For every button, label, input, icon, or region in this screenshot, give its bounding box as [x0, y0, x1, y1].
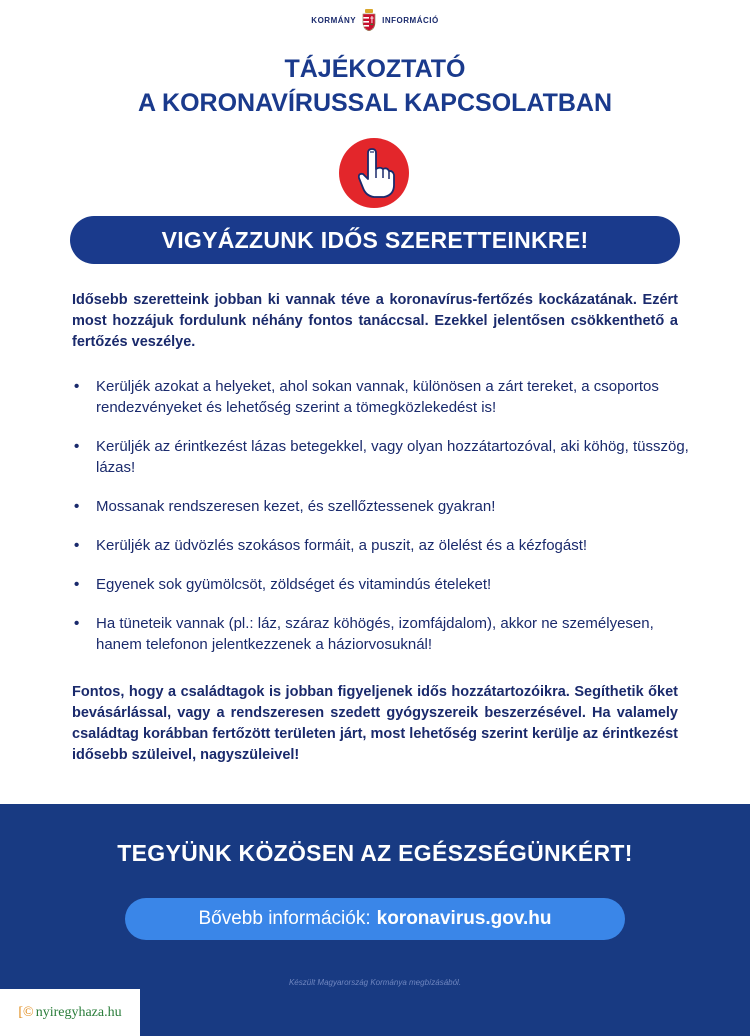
main-heading-banner: VIGYÁZZUNK IDŐS SZERETTEINKRE! — [70, 216, 680, 264]
list-item — [72, 376, 692, 418]
list-item — [72, 535, 692, 556]
list-item-text: Egyenek sok gyümölcsöt, zöldséget és vitamindús ételeket! — [96, 576, 492, 593]
list-item — [72, 496, 692, 517]
watermark-text: nyiregyhaza.hu — [35, 1004, 122, 1020]
site-watermark — [0, 989, 140, 1036]
bullet-icon: • — [74, 576, 80, 593]
closing-paragraph: Fontos, hogy a családtagok is jobban figyeljenek idős hozzátartozóikra. Segíthetik őket bevásárlással, vagy a rendszeresen szedett gyógyszereik beszerzésével. Ha valamely családtag korábban fertőzött területen járt, most lehetőség szerint kerülje az érintkezést idősebb szüleivel, nagyszüleivel! — [72, 684, 678, 763]
title-line-1: TÁJÉKOZTATÓ — [284, 55, 466, 83]
government-header — [0, 0, 750, 40]
bullet-icon: • — [74, 498, 80, 515]
title-line-2: A KORONAVÍRUSSAL KAPCSOLATBAN — [137, 89, 613, 117]
list-item-text: Kerüljék azokat a helyeket, ahol sokan vannak, különösen a zárt tereket, a csoportos rendezvényeket és lehetőség szerint a tömegközlekedést is! — [96, 378, 659, 416]
more-info-banner — [125, 898, 625, 940]
info-url-link[interactable]: koronavirus.gov.hu — [376, 908, 552, 929]
header-left-text: KORMÁNY — [311, 15, 357, 25]
bullet-icon: • — [74, 378, 80, 395]
commissioned-by-note: Készült Magyarország Kormánya megbízásából. — [288, 978, 462, 987]
list-item-text: Ha tüneteik vannak (pl.: láz, száraz köhögés, izomfájdalom), akkor ne személyesen, hanem telefonon jelentkezzenek a háziorvosuknál! — [96, 615, 654, 653]
bullet-icon: • — [74, 615, 80, 632]
watermark-logo-icon: [© — [18, 1004, 34, 1020]
page-title — [0, 52, 750, 120]
list-item-text: Mossanak rendszeresen kezet, és szellőztessenek gyakran! — [96, 498, 496, 515]
list-item — [72, 574, 692, 595]
intro-paragraph: Idősebb szeretteink jobban ki vannak téve a koronavírus-fertőzés kockázatának. Ezért most hozzájuk fordulunk néhány fontos tanáccsal. Ezekkel jelentősen csökkenthető a fertőzés veszélye. — [72, 292, 678, 350]
list-item — [72, 436, 692, 478]
header-right-text: INFORMÁCIÓ — [382, 15, 439, 25]
hungarian-coat-of-arms-icon — [362, 9, 376, 31]
raised-finger-warning-icon — [339, 138, 409, 208]
list-item-text: Kerüljék az üdvözlés szokásos formáit, a puszit, az ölelést és a kézfogást! — [96, 537, 588, 554]
bullet-icon: • — [74, 537, 80, 554]
bullet-icon: • — [74, 438, 80, 455]
list-item-text: Kerüljék az érintkezést lázas betegekkel, vagy olyan hozzátartozóval, aki köhög, tüsszög, lázas! — [96, 438, 689, 476]
footer-slogan: TEGYÜNK KÖZÖSEN AZ EGÉSZSÉGÜNKÉRT! — [117, 840, 633, 866]
list-item — [72, 613, 692, 655]
info-label: Bővebb információk: — [198, 908, 371, 929]
advice-list — [72, 376, 692, 673]
